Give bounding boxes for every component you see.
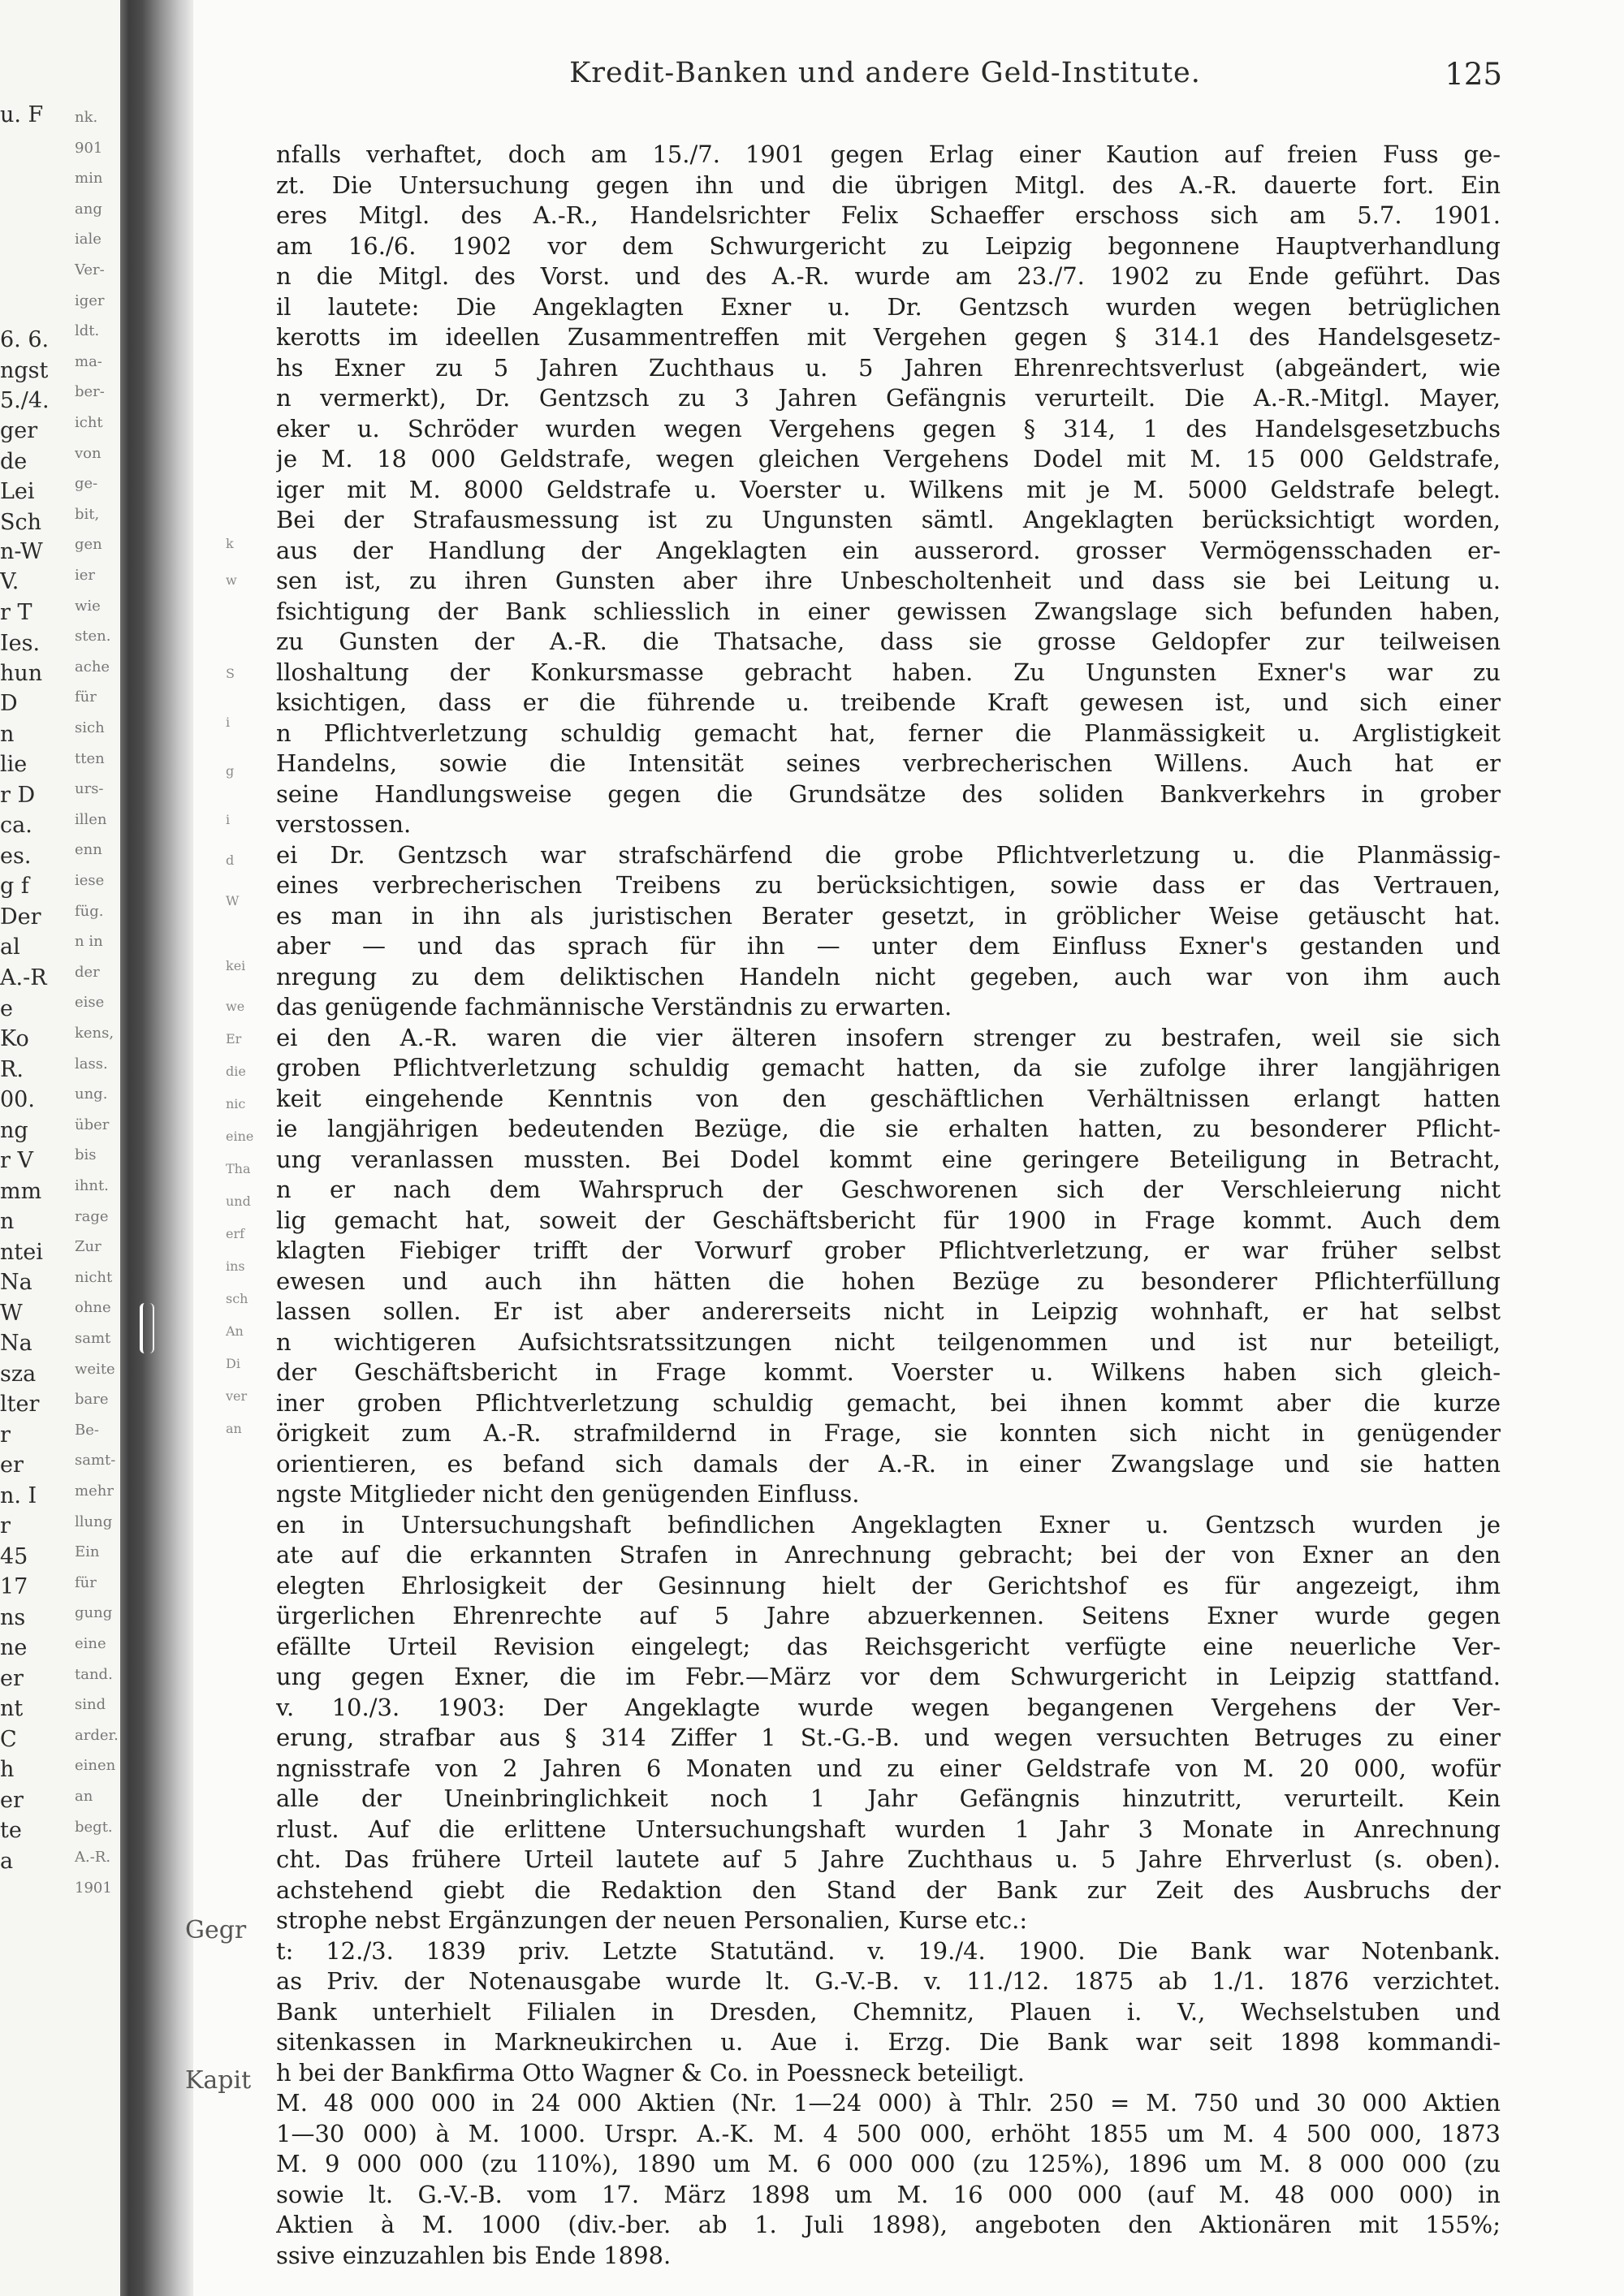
facing-page-text: tand. (75, 1665, 113, 1683)
facing-page-text: ger (0, 418, 38, 443)
text-line: ei den A.-R. waren die vier älteren insofern strenger zu bestrafen, weil sie sich (276, 1023, 1501, 1051)
facing-page-text: nt (0, 1696, 24, 1721)
facing-page-text: weite (75, 1360, 115, 1378)
margin-text: S (226, 666, 235, 681)
facing-page-text: iale (75, 231, 102, 248)
text-line: lloshaltung der Konkursmasse gebracht haben. Zu Ungunsten Exner's war zu (276, 658, 1501, 686)
text-line: zt. Die Untersuchung gegen ihn und die übrigen Mitgl. des A.-R. dauerte fort. Ein (276, 170, 1501, 199)
facing-page-text: ohne (75, 1299, 111, 1317)
text-line: 1—30 000) à M. 1000. Urspr. A.-K. M. 4 500 000, erhöht 1855 um M. 4 500 000, 1873 (276, 2119, 1501, 2147)
facing-page-text: 00. (0, 1087, 35, 1112)
text-line: n er nach dem Wahrspruch der Geschworenen sich der Verschleierung nicht (276, 1176, 1501, 1203)
margin-text: sch (226, 1291, 248, 1306)
facing-page-text: n (0, 722, 15, 747)
facing-page-text: für (75, 1573, 97, 1591)
facing-page-text: Lei (0, 479, 35, 504)
text-line: am 16./6. 1902 vor dem Schwurgericht zu Leipzig begonnene Hauptverhandlung (276, 231, 1501, 260)
text-line: sowie lt. G.-V.-B. vom 17. März 1898 um M. 16 000 000 (auf M. 48 000 000) in (276, 2180, 1501, 2208)
text-line: ksichtigen, dass er die führende u. treibende Kraft gewesen ist, und sich einer (276, 688, 1501, 716)
facing-page-text: ung. (75, 1085, 108, 1103)
text-line: je M. 18 000 Geldstrafe, wegen gleichen Vergehens Dodel mit M. 15 000 Geldstrafe, (276, 445, 1501, 473)
facing-page-text: bit, (75, 505, 100, 523)
facing-page-text: r (0, 1422, 11, 1448)
facing-page-text: h (0, 1757, 15, 1782)
facing-page-text: n (0, 1209, 15, 1234)
facing-page-text: samt (75, 1330, 111, 1347)
text-line: aus der Handlung der Angeklagten ein ausserord. grosser Vermögensschaden er- (276, 536, 1501, 564)
running-title: Kredit-Banken und andere Geld-Institute. (569, 57, 1201, 89)
text-line: eines verbrecherischen Treibens zu berücksichtigen, sowie dass er das Vertrauen, (276, 871, 1501, 899)
page-number: 125 (1445, 57, 1502, 92)
text-line: verstossen. (276, 810, 412, 838)
facing-page-text: Sch (0, 510, 42, 535)
facing-page-text: sind (75, 1696, 106, 1714)
margin-text: i (226, 812, 231, 827)
facing-page-text: enn (75, 841, 102, 859)
facing-page-text: es. (0, 844, 32, 869)
facing-page-text: einen (75, 1757, 116, 1775)
text-line: t: 12./3. 1839 priv. Letzte Statutänd. v. 19./4. 1900. Die Bank war Notenbank. (276, 1936, 1501, 1965)
text-line: elegten Ehrlosigkeit der Gesinnung hielt der Gerichtshof es für angezeigt, ihm (276, 1571, 1501, 1599)
facing-page-text: ma- (75, 352, 102, 370)
facing-page-text: ca. (0, 813, 32, 838)
facing-page-text: llung (75, 1513, 113, 1530)
facing-page-text: an (75, 1788, 93, 1805)
facing-page-text: ne (0, 1635, 28, 1660)
text-line: aber — und das sprach für ihn — unter dem Einfluss Exner's gestanden und (276, 932, 1501, 960)
text-line: Aktien à M. 1000 (div.-ber. ab 1. Juli 1898), angeboten den Aktionären mit 155%; (276, 2211, 1501, 2238)
facing-page-text: icht (75, 414, 103, 431)
text-line: groben Pflichtverletzung schuldig gemacht hatten, da sie zufolge ihrer langjährigen (276, 1054, 1501, 1081)
margin-text: an (226, 1421, 242, 1436)
text-line: kerotts im ideellen Zusammentreffen mit Vergehen gegen § 314.1 des Handelsgesetz- (276, 323, 1501, 351)
facing-page-text: n-W (0, 539, 43, 564)
text-line: eker u. Schröder wurden wegen Vergehens gegen § 314, 1 des Handelsgesetzbuchs (276, 414, 1501, 442)
facing-page-text: n. I (0, 1483, 37, 1508)
facing-page-text: gung (75, 1604, 113, 1622)
text-line: orientieren, es befand sich damals der A.-R. in einer Zwangslage und sie hatten (276, 1449, 1501, 1478)
facing-page-text: nicht (75, 1268, 113, 1286)
margin-text: d (226, 852, 235, 868)
facing-page-text: bis (75, 1146, 97, 1164)
margin-text: w (226, 572, 237, 588)
margin-text: ver (226, 1388, 248, 1404)
facing-page-text: ldt. (75, 322, 100, 340)
facing-page-text: mm (0, 1179, 42, 1204)
facing-page-fragment (0, 0, 120, 2296)
text-line: ssive einzuzahlen bis Ende 1898. (276, 2241, 672, 2269)
facing-page-text: Ies. (0, 631, 41, 656)
text-line: Bank unterhielt Filialen in Dresden, Chemnitz, Plauen i. V., Wechselstuben und (276, 1997, 1501, 2026)
facing-page-text: ihnt. (75, 1177, 109, 1194)
facing-page-text: ngst (0, 358, 49, 383)
facing-page-text: 6. 6. (0, 327, 50, 352)
text-line: klagten Fiebiger trifft der Vorwurf grober Pflichtverletzung, er war früher selbst (276, 1236, 1501, 1264)
text-line: ngste Mitglieder nicht den genügenden Einfluss. (276, 1480, 860, 1508)
text-line: seine Handlungsweise gegen die Grundsätze des soliden Bankverkehrs in grober (276, 779, 1501, 808)
margin-text: die (226, 1064, 246, 1079)
facing-page-text: 5./4. (0, 388, 50, 413)
text-line: v. 10./3. 1903: Der Angeklagte wurde wegen begangenen Vergehens der Ver- (276, 1693, 1501, 1721)
facing-page-text: urs- (75, 780, 104, 798)
text-line: nfalls verhaftet, doch am 15./7. 1901 gegen Erlag einer Kaution auf freien Fuss ge- (276, 140, 1501, 168)
text-line: en in Untersuchungshaft befindlichen Angeklagten Exner u. Gentzsch wurden je (276, 1510, 1501, 1539)
facing-page-text: er (0, 1452, 24, 1478)
text-line: das genügende fachmännische Verständnis zu erwarten. (276, 993, 952, 1021)
facing-page-text: illen (75, 810, 107, 828)
facing-page-text: ang (75, 200, 102, 218)
facing-page-text: lass. (75, 1055, 108, 1072)
text-line: ie langjährigen bedeutenden Bezüge, die sie erhalten hatten, zu besonderer Pflicht- (276, 1115, 1501, 1142)
facing-page-text: er (0, 1788, 24, 1813)
facing-page-text: arder. (75, 1726, 119, 1744)
facing-page-text: V. (0, 569, 19, 594)
facing-page-text: hun (0, 661, 43, 686)
text-line: n vermerkt), Dr. Gentzsch zu 3 Jahren Gefängnis verurteilt. Die A.-R.-Mitgl. Mayer, (276, 384, 1501, 412)
facing-page-text: sza (0, 1362, 37, 1387)
facing-page-text: e (0, 996, 13, 1021)
facing-page-text: ns (0, 1605, 26, 1630)
facing-page-text: r T (0, 600, 32, 625)
text-line: iger mit M. 8000 Geldstrafe u. Voerster u. Wilkens mit je M. 5000 Geldstrafe belegt. (276, 475, 1501, 503)
text-line: ung gegen Exner, die im Febr.—März vor dem Schwurgericht in Leipzig stattfand. (276, 1663, 1501, 1690)
text-line: nregung zu dem deliktischen Handeln nicht gegeben, auch war von ihm auch (276, 962, 1501, 990)
text-line: der Geschäftsbericht in Frage kommt. Voerster u. Wilkens haben sich gleich- (276, 1358, 1501, 1386)
margin-text: W (226, 893, 240, 908)
text-line: strophe nebst Ergänzungen der neuen Personalien, Kurse etc.: (276, 1906, 1028, 1934)
text-line: erung, strafbar aus § 314 Ziffer 1 St.-G.-B. und wegen versuchten Betruges zu einer (276, 1724, 1501, 1751)
facing-page-text: ber- (75, 383, 105, 401)
facing-page-text: n in (75, 933, 103, 951)
text-line: as Priv. der Notenausgabe wurde lt. G.-V.-B. v. 11./12. 1875 ab 1./1. 1876 verzichtet. (276, 1967, 1501, 1995)
facing-page-text: mehr (75, 1482, 114, 1500)
facing-page-text: al (0, 934, 20, 960)
margin-text: g (226, 763, 235, 779)
facing-page-text: D (0, 691, 18, 716)
facing-page-text: r V (0, 1148, 33, 1173)
facing-page-text: iese (75, 872, 105, 889)
text-line: Bei der Strafausmessung ist zu Ungunsten sämtl. Angeklagten berücksichtigt worden, (276, 506, 1501, 533)
facing-page-text: Ein (75, 1543, 100, 1561)
facing-page-text: R. (0, 1057, 24, 1082)
text-line: efällte Urteil Revision eingelegt; das Reichsgericht verfügte eine neuerliche Ver- (276, 1632, 1501, 1660)
text-line: n die Mitgl. des Vorst. und des A.-R. wurde am 23./7. 1902 zu Ende geführt. Das (276, 262, 1501, 290)
facing-page-text: de (0, 449, 28, 474)
text-line: eres Mitgl. des A.-R., Handelsrichter Felix Schaeffer erschoss sich am 5.7. 1901. (276, 201, 1501, 229)
margin-text: eine (226, 1129, 254, 1144)
facing-page-text: nk. (75, 109, 98, 126)
text-line: ewesen und auch ihn hätten die hohen Bezüge zu besonderer Pflichterfüllung (276, 1267, 1501, 1295)
facing-page-text: Be- (75, 1421, 99, 1439)
facing-page-text: über (75, 1116, 110, 1133)
text-line: rlust. Auf die erlittene Untersuchungshaft wurden 1 Jahr 3 Monate in Anrechnung (276, 1815, 1501, 1843)
facing-page-text: C (0, 1727, 17, 1752)
facing-page-text: g f (0, 874, 29, 899)
facing-page-text: r D (0, 783, 36, 808)
facing-page-text: kens, (75, 1025, 114, 1042)
margin-text: An (226, 1323, 244, 1339)
facing-page-text: ge- (75, 475, 98, 493)
facing-page-text: Na (0, 1331, 32, 1356)
facing-page-text: ng (0, 1118, 28, 1143)
facing-page-text: iger (75, 291, 105, 309)
margin-text: nic (226, 1096, 246, 1111)
facing-page-text: sten. (75, 628, 111, 645)
facing-page-text: A.-R (0, 965, 47, 990)
facing-page-text: ier (75, 567, 96, 584)
text-line: iner groben Pflichtverletzung schuldig gemacht, bei ihnen kommt aber die kurze (276, 1388, 1501, 1417)
facing-page-text: Zur (75, 1238, 102, 1256)
facing-page-text: für (75, 688, 97, 706)
text-line: ung veranlassen mussten. Bei Dodel kommt eine geringere Beteiligung in Betracht, (276, 1145, 1501, 1173)
facing-page-text: Na (0, 1270, 32, 1295)
facing-page-text: eine (75, 1635, 106, 1652)
facing-page-text: ntei (0, 1240, 43, 1265)
facing-page-text: bare (75, 1391, 109, 1409)
text-line: Handelns, sowie die Intensität seines verbrecherischen Willens. Auch hat er (276, 749, 1501, 777)
facing-page-text: r (0, 1513, 11, 1539)
facing-page-text: lie (0, 752, 28, 777)
text-line: M. 9 000 000 (zu 110%), 1890 um M. 6 000 000 (zu 125%), 1896 um M. 8 000 000 (zu (276, 2150, 1501, 2177)
text-line: zu Gunsten der A.-R. die Thatsache, dass sie grosse Geldopfer zur teilweisen (276, 628, 1501, 655)
text-line: ngnisstrafe von 2 Jahren 6 Monaten und zu einer Geldstrafe von M. 20 000, wofür (276, 1754, 1501, 1782)
facing-page-text: min (75, 170, 103, 188)
text-line: cht. Das frühere Urteil lautete auf 5 Jahre Zuchthaus u. 5 Jahre Ehrverlust (s. oben). (276, 1845, 1501, 1873)
text-line: örigkeit zum A.-R. strafmildernd in Frage, sie konnten sich nicht in genügender (276, 1419, 1501, 1447)
text-line: sitenkassen in Markneukirchen u. Aue i. Erzg. Die Bank war seit 1898 kommandi- (276, 2028, 1501, 2056)
facing-page-text: tten (75, 749, 105, 767)
text-line: il lautete: Die Angeklagten Exner u. Dr. Gentzsch wurden wegen betrüglichen (276, 292, 1501, 321)
facing-page-text: u. F (0, 102, 44, 127)
text-line: achstehend giebt die Redaktion den Stand der Bank zur Zeit des Ausbruchs der (276, 1875, 1501, 1904)
facing-page-text: Ko (0, 1026, 29, 1051)
text-line: es man in ihn als juristischen Berater gesetzt, in gröblicher Weise getäuscht hat. (276, 901, 1501, 930)
facing-page-text: der (75, 963, 100, 981)
facing-page-text: gen (75, 536, 102, 554)
facing-page-text: a (0, 1849, 14, 1874)
facing-page-text: wie (75, 597, 101, 615)
facing-page-text: te (0, 1818, 22, 1843)
margin-text: ins (226, 1258, 245, 1274)
facing-page-text: füg. (75, 902, 104, 920)
facing-page-text: 901 (75, 139, 103, 157)
text-line: ürgerlichen Ehrenrechte auf 5 Jahre abzuerkennen. Seitens Exner wurde gegen (276, 1602, 1501, 1629)
text-line: ate auf die erkannten Strafen in Anrechnung gebracht; bei der von Exner an den (276, 1541, 1501, 1569)
facing-page-text: rage (75, 1207, 109, 1225)
margin-text: Er (226, 1031, 242, 1047)
margin-text: Tha (226, 1161, 251, 1176)
text-line: M. 48 000 000 in 24 000 Aktien (Nr. 1—24 000) à Thlr. 250 = M. 750 und 30 000 Aktien (276, 2089, 1501, 2117)
margin-text: k (226, 536, 234, 551)
margin-text: kei (226, 958, 246, 973)
facing-page-text: lter (0, 1392, 40, 1417)
gutter-clip-mark (140, 1303, 154, 1353)
margin-text: erf (226, 1226, 245, 1241)
facing-page-text: 1901 (75, 1879, 112, 1897)
facing-page-text: Ver- (75, 261, 105, 278)
text-line: ei Dr. Gentzsch war strafschärfend die grobe Pflichtverletzung u. die Planmässig- (276, 840, 1501, 869)
text-line: lig gemacht hat, soweit der Geschäftsbericht für 1900 in Frage kommt. Auch dem (276, 1206, 1501, 1234)
facing-page-text: Der (0, 904, 41, 930)
text-line: alle der Uneinbringlichkeit noch 1 Jahr Gefängnis hinzutritt, verurteilt. Kein (276, 1785, 1501, 1812)
facing-page-text: sich (75, 719, 105, 736)
margin-text: we (226, 999, 245, 1014)
margin-text: Di (226, 1356, 240, 1371)
facing-page-text: begt. (75, 1818, 113, 1836)
margin-text: i (226, 714, 231, 730)
text-line: n Pflichtverletzung schuldig gemacht hat, ferner die Planmässigkeit u. Arglistigkeit (276, 719, 1501, 747)
margin-label: Kapit (185, 2066, 252, 2095)
margin-label: Gegr (185, 1916, 247, 1944)
facing-page-text: er (0, 1666, 24, 1691)
body-text (276, 140, 1501, 2271)
text-line: lassen sollen. Er ist aber andererseits nicht in Leipzig wohnhaft, er hat selbst (276, 1297, 1501, 1325)
text-line: sen ist, zu ihren Gunsten aber ihre Unbescholtenheit und dass sie bei Leitung u. (276, 567, 1501, 594)
text-line: hs Exner zu 5 Jahren Zuchthaus u. 5 Jahren Ehrenrechtsverlust (abgeändert, wie (276, 353, 1501, 382)
facing-page-text: von (75, 444, 102, 462)
facing-page-text: eise (75, 994, 105, 1012)
facing-page-text: samt- (75, 1452, 116, 1470)
text-line: keit eingehende Kenntnis von den geschäftlichen Verhältnissen erlangt hatten (276, 1084, 1501, 1112)
facing-page-text: 45 (0, 1544, 28, 1569)
text-line: h bei der Bankfirma Otto Wagner & Co. in Poessneck beteiligt. (276, 2058, 1025, 2087)
facing-page-text: ache (75, 658, 110, 675)
text-line: n wichtigeren Aufsichtsratssitzungen nicht teilgenommen und ist nur beteiligt, (276, 1327, 1501, 1356)
page-header (268, 57, 1502, 94)
margin-text: und (226, 1193, 251, 1209)
text-line: fsichtigung der Bank schliesslich in einer gewissen Zwangslage sich befunden haben, (276, 597, 1501, 625)
book-gutter-shadow (120, 0, 193, 2296)
facing-page-text: W (0, 1301, 23, 1326)
facing-page-text: 17 (0, 1574, 28, 1599)
facing-page-text: A.-R. (75, 1849, 111, 1867)
